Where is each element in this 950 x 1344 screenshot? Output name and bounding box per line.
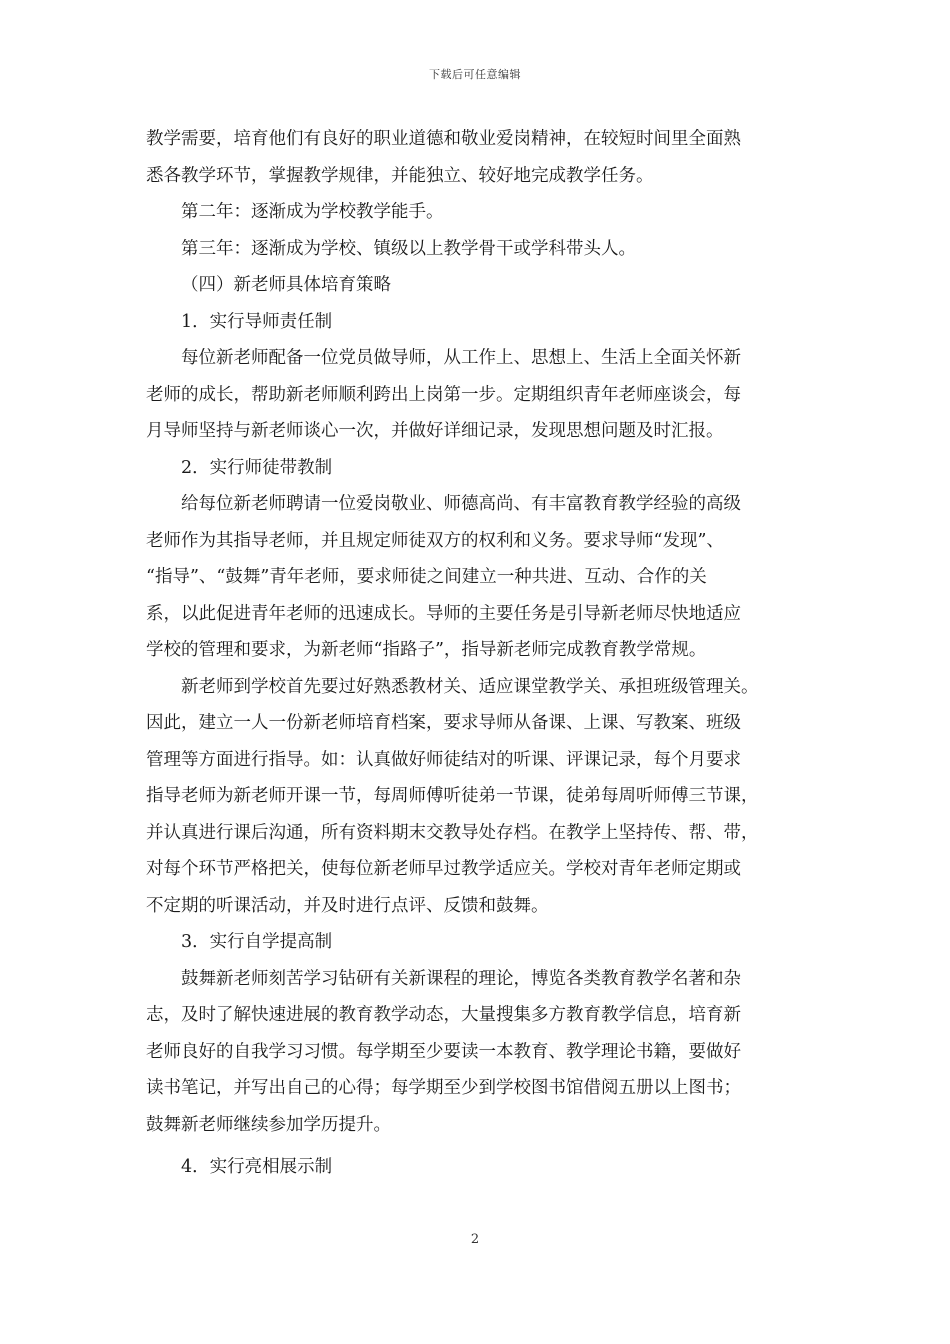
text-line: 鼓舞新老师继续参加学历提升。 — [146, 1114, 391, 1135]
text-line: （四）新老师具体培育策略 — [181, 275, 391, 295]
text-line: 管理等方面进行指导。如：认真做好师徒结对的听课、评课记录，每个月要求 — [146, 749, 741, 770]
text-line: 4．实行亮相展示制 — [181, 1157, 333, 1177]
text-line: “指导”、“鼓舞”青年老师，要求师徒之间建立一种共进、互动、合作的关 — [146, 567, 707, 587]
text-line: 给每位新老师聘请一位爱岗敬业、师德高尚、有丰富教育教学经验的高级 — [181, 494, 741, 514]
text-line: 对每个环节严格把关，使每位新老师早过教学适应关。学校对青年老师定期或 — [146, 859, 741, 879]
page-header: 下载后可任意编辑 — [429, 68, 521, 81]
document-body — [146, 121, 808, 1186]
text-line: 老师的成长，帮助新老师顺利跨出上岗第一步。定期组织青年老师座谈会，每 — [146, 384, 741, 405]
text-line: 老师作为其指导老师，并且规定师徒双方的权利和义务。要求导师“发现”、 — [146, 530, 724, 551]
text-line: 学校的管理和要求，为新老师“指路子”，指导新老师完成教育教学常规。 — [146, 640, 707, 660]
text-line: 不定期的听课活动，并及时进行点评、反馈和鼓舞。 — [146, 895, 549, 916]
text-line: 第三年：逐渐成为学校、镇级以上教学骨干或学科带头人。 — [181, 238, 636, 259]
text-line: 老师良好的自我学习习惯。每学期至少要读一本教育、教学理论书籍，要做好 — [146, 1041, 741, 1062]
text-line: 每位新老师配备一位党员做导师，从工作上、思想上、生活上全面关怀新 — [181, 348, 741, 368]
text-line: 并认真进行课后沟通，所有资料期末交教导处存档。在教学上坚持传、帮、带， — [146, 822, 759, 843]
text-line: 3．实行自学提高制 — [181, 932, 333, 952]
text-line: 新老师到学校首先要过好熟悉教材关、适应课堂教学关、承担班级管理关。 — [181, 676, 759, 697]
text-line: 月导师坚持与新老师谈心一次，并做好详细记录，发现思想问题及时汇报。 — [146, 421, 724, 441]
text-line: 教学需要，培育他们有良好的职业道德和敬业爱岗精神，在较短时间里全面熟 — [146, 129, 741, 149]
text-line: 鼓舞新老师刻苦学习钻研有关新课程的理论，博览各类教育教学名著和杂 — [181, 968, 741, 989]
text-line: 悉各教学环节，掌握教学规律，并能独立、较好地完成教学任务。 — [146, 165, 654, 186]
text-line: 1．实行导师责任制 — [181, 311, 333, 332]
text-line: 指导老师为新老师开课一节，每周师傅听徒弟一节课，徒弟每周听师傅三节课， — [146, 786, 759, 806]
text-line: 系，以此促进青年老师的迅速成长。导师的主要任务是引导新老师尽快地适应 — [146, 603, 741, 624]
text-line: 第二年：逐渐成为学校教学能手。 — [181, 202, 444, 222]
text-line: 志，及时了解快速进展的教育教学动态，大量搜集多方教育教学信息，培育新 — [146, 1005, 741, 1025]
text-line: 读书笔记，并写出自己的心得；每学期至少到学校图书馆借阅五册以上图书； — [146, 1078, 741, 1098]
text-line: 因此，建立一人一份新老师培育档案，要求导师从备课、上课、写教案、班级 — [146, 713, 741, 733]
page-number: 2 — [470, 1232, 480, 1247]
text-line: 2．实行师徒带教制 — [181, 457, 333, 478]
